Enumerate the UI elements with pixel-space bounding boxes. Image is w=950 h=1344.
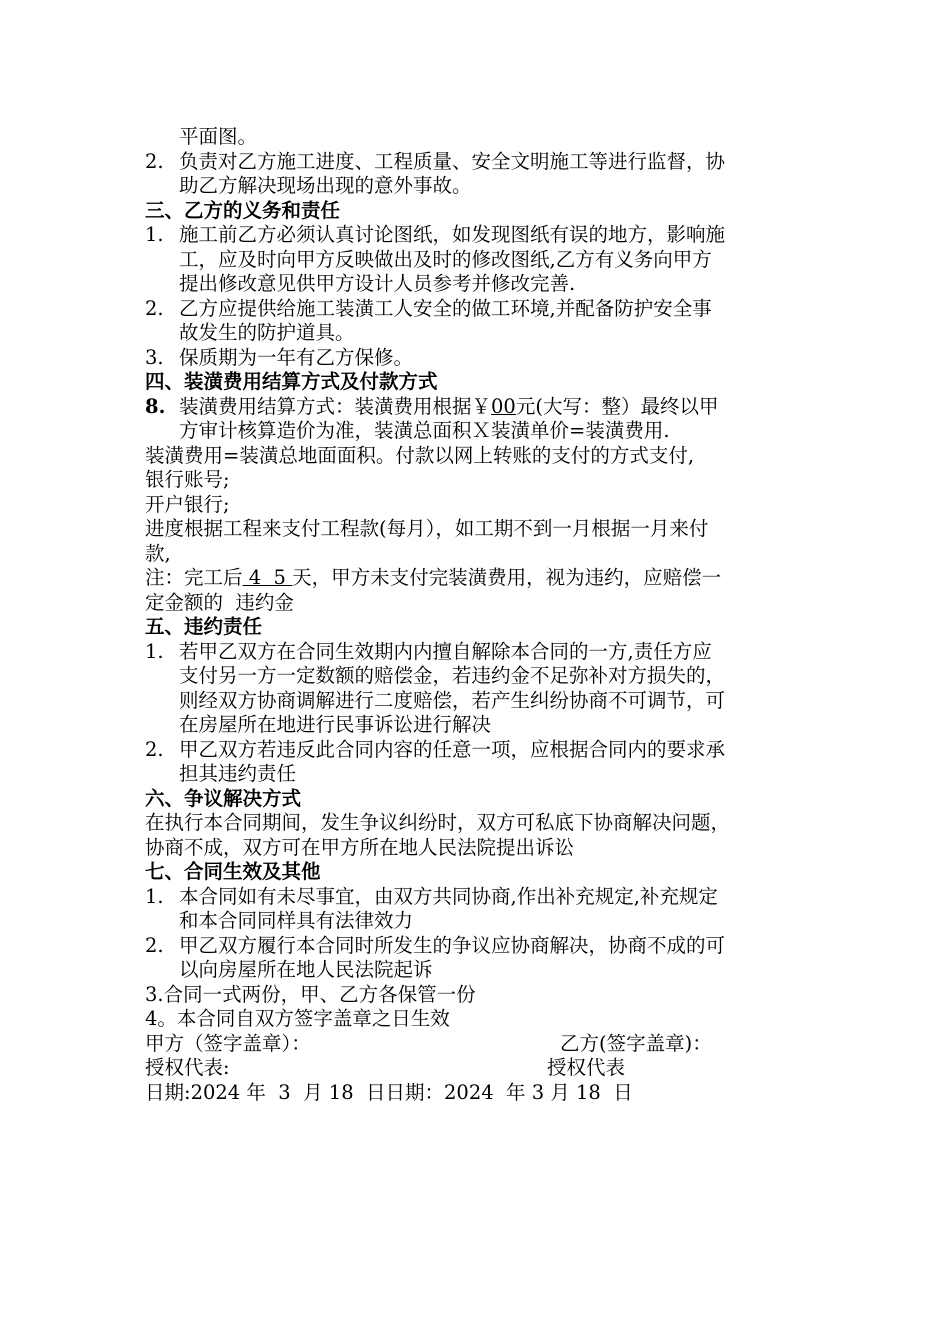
list-item (145, 885, 825, 934)
list-number: 2. (145, 737, 164, 761)
note-text: 天，甲方未支付完装潢费用，视为违约，应赔偿一 (292, 566, 722, 589)
list-text: 提出修改意见供甲方设计人员参考并修改完善. (179, 272, 576, 295)
list-number: 1. (145, 639, 164, 663)
section-heading-4: 四、装潢费用结算方式及付款方式 (145, 370, 438, 393)
list-text: 工，应及时向甲方反映做出及时的修改图纸,乙方有义务向甲方 (179, 247, 712, 271)
list-item (145, 223, 825, 297)
dispute-line: 协商不成，双方可在甲方所在地人民法院提出诉讼 (145, 835, 575, 859)
party-a-representative-label: 授权代表: (145, 1056, 230, 1079)
bank-name-line: 开户银行; (145, 492, 230, 516)
list-text: 故发生的防护道具。 (179, 321, 355, 344)
section-heading-5: 五、违约责任 (145, 615, 263, 638)
list-text: 以向房屋所在地人民法院起诉 (179, 958, 433, 981)
list-number: 2. (145, 149, 164, 173)
fee-text: 元(大写：整）最终以甲 (515, 394, 719, 418)
list-text: 在房屋所在地进行民事诉讼进行解决 (179, 713, 492, 736)
dispute-line: 在执行本合同期间，发生争议纠纷时，双方可私底下协商解决问题， (145, 811, 731, 834)
list-text: 乙方应提供给施工装潢工人安全的做工环境,并配备防护安全事 (179, 296, 712, 320)
party-b-signature-label: 乙方(签字盖章)： (560, 1031, 712, 1055)
progress-line: 款, (145, 541, 171, 565)
list-item (145, 297, 825, 346)
continuation-line: 平面图。 (179, 125, 258, 148)
list-item (145, 738, 825, 787)
list-number: 8. (145, 394, 166, 418)
list-number: 2. (145, 296, 164, 320)
note-days: 4 5 (242, 566, 293, 589)
contract-body (145, 125, 825, 1105)
list-item (145, 640, 825, 738)
list-number: 1. (145, 223, 164, 246)
list-text: 甲乙双方履行本合同时所发生的争议应协商解决，协商不成的可 (179, 933, 726, 957)
fee-list-item (145, 395, 825, 444)
list-text: 则经双方协商调解进行二度赔偿，若产生纠纷协商不可调节，可 (179, 688, 726, 712)
list-text: 施工前乙方必须认真讨论图纸，如发现图纸有误的地方，影响施 (179, 223, 726, 246)
note-line: 定金额的 违约金 (145, 590, 294, 614)
other-line: 3.合同一式两份，甲、乙方各保管一份 (145, 982, 476, 1006)
list-text: 若甲乙双方在合同生效期内内擅自解除本合同的一方,责任方应 (179, 639, 712, 663)
section-heading-3: 三、乙方的义务和责任 (145, 198, 341, 222)
list-item (145, 150, 825, 199)
party-b-representative-label: 授权代表 (547, 1056, 626, 1079)
list-text: 保质期为一年有乙方保修。 (179, 345, 414, 369)
list-item (145, 934, 825, 983)
fee-line-1 (179, 395, 825, 420)
fee-amount: 00 (491, 394, 516, 418)
list-text: 甲乙双方若违反此合同内容的任意一项，应根据合同内的要求承 (179, 737, 726, 761)
list-number: 2. (145, 933, 164, 957)
section-heading-7: 七、合同生效及其他 (145, 860, 321, 883)
list-number: 3. (145, 345, 164, 369)
other-line: 4。本合同自双方签字盖章之日生效 (145, 1007, 450, 1030)
fee-line-2: 方审计核算造价为准，装潢总面积Ｘ装潢单价=装潢费用. (179, 419, 670, 442)
representative-row (145, 1056, 825, 1081)
progress-line: 进度根据工程来支付工程款(每月），如工期不到一月根据一月来付 (145, 517, 709, 540)
note-line (145, 566, 825, 591)
party-a-signature-label: 甲方（签字盖章）： (145, 1031, 311, 1055)
note-text: 注：完工后 (145, 566, 243, 589)
fee-text: 装潢费用结算方式：装潢费用根据￥ (179, 394, 492, 418)
list-text: 负责对乙方施工进度、工程质量、安全文明施工等进行监督，协 (179, 149, 726, 173)
list-text: 本合同如有未尽事宜，由双方共同协商,作出补充规定,补充规定 (179, 884, 718, 908)
list-text: 和本合同同样具有法律效力 (179, 909, 414, 932)
bank-account-line: 银行账号; (145, 468, 230, 491)
list-text: 支付另一方一定数额的赔偿金，若违约金不足弥补对方损失的， (179, 664, 726, 687)
fee-paragraph: 装潢费用=装潢总地面面积。付款以网上转账的支付的方式支付, (145, 443, 695, 467)
section-heading-6: 六、争议解决方式 (145, 786, 302, 810)
list-item (145, 346, 825, 371)
list-text: 担其违约责任 (179, 762, 297, 785)
date-line: 日期:2024 年 3 月 18 日日期：2024 年 3 月 18 日 (145, 1080, 633, 1104)
signature-row (145, 1032, 825, 1057)
list-text: 助乙方解决现场出现的意外事故。 (179, 174, 472, 197)
list-number: 1. (145, 884, 164, 908)
